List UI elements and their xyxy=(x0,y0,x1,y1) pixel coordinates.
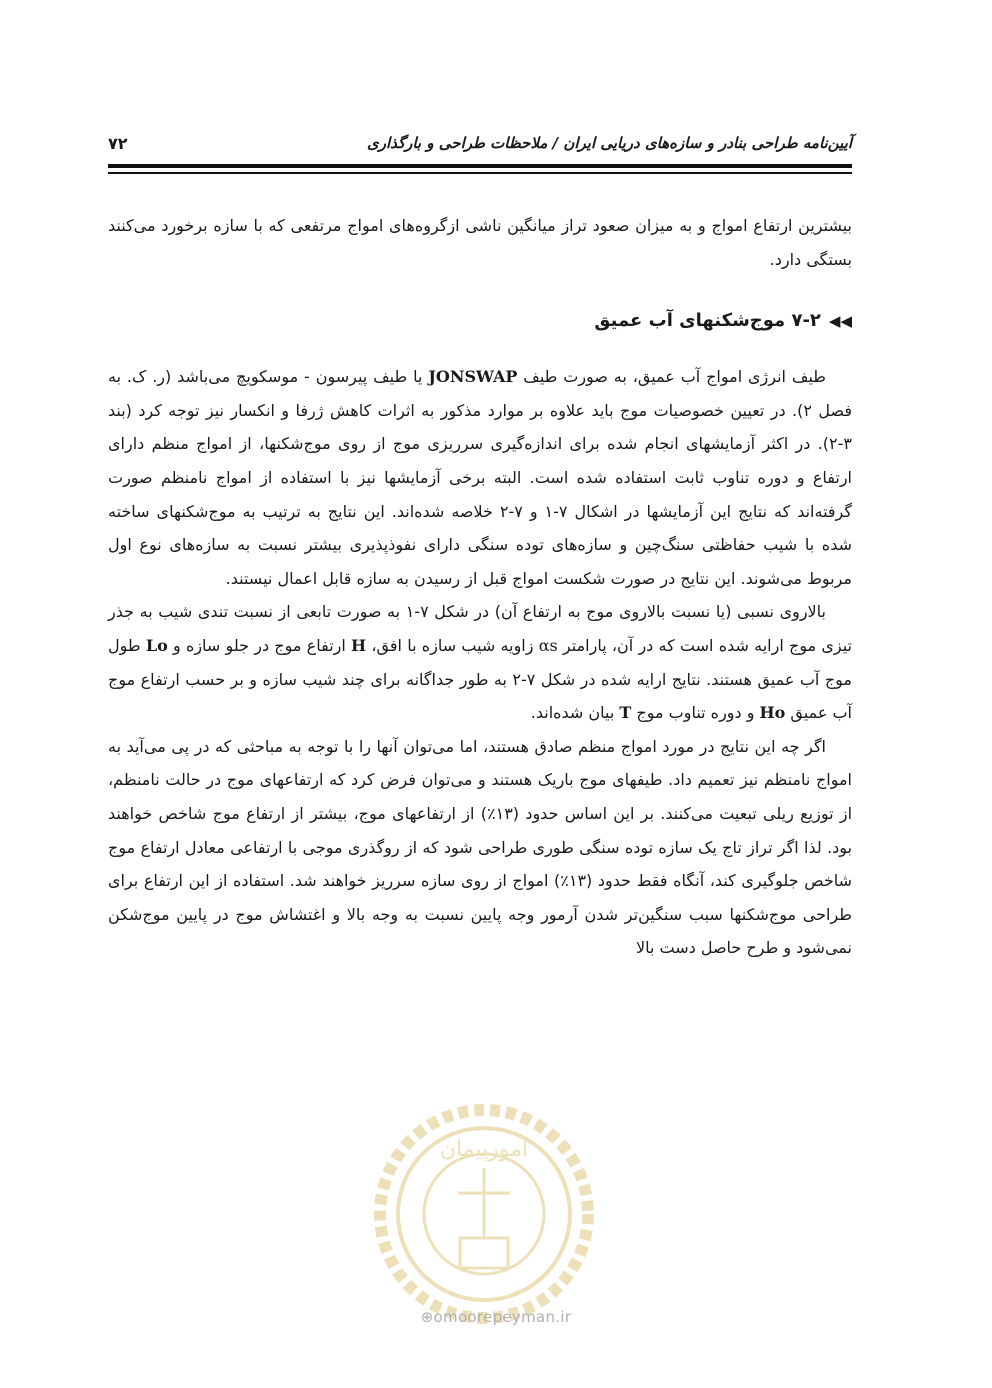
ho-symbol: Ho xyxy=(759,703,786,723)
paragraph-1: طیف انرژی امواج آب عمیق، به صورت طیف JONSWAP یا طیف پیرسون - موسکویچ می‌باشد (ر. ک. به فصل ۲). در تعیین خصوصیات موج باید علاوه بر موارد مذکور به اثرات کاهش ژرفا و انکسار نیز توجه کرد (بند ۳-۲). در اکثر آزمایشهای انجام شده برای اندازه‌گیری سرریزی موج از روی موج‌شکنها، از امواج منظم دارای ارتفاع و دوره تناوب ثابت استفاده شده است. البته برخی آزمایشها نیز با استفاده از امواج نامنظم صورت گرفته‌اند که نتایج این آزمایشها در اشکال ۷-۱ و ۷-۲ خلاصه شده‌اند. این نتایج به ترتیب به موج‌شکنهای ساخته شده با شیب حفاظتی سنگ‌چین و سازه‌های توده سنگی دارای نفوذپذیری بیشتر نسبت به سازه‌های نوع اول مربوط می‌شوند. این نتایج در صورت شکست امواج قبل از رسیدن به سازه قابل اعمال نیستند. xyxy=(108,367,853,588)
globe-icon: ⊕ xyxy=(420,1308,434,1326)
page-number: ۷۲ xyxy=(108,133,128,153)
page-header xyxy=(108,128,852,158)
section-heading xyxy=(108,306,852,336)
t-symbol: T xyxy=(619,703,632,723)
body-text xyxy=(108,209,852,965)
paragraph-3: اگر چه این نتایج در مورد امواج منظم صادق هستند، اما می‌توان آنها را با توجه به مباحثی که در پی می‌آید به امواج نامنظم نیز تعمیم داد. طیفهای موج باریک هستند و می‌توان فرض کرد که ارتفاعهای موج در حالت نامنظم، از توزیع ریلی تبعیت می‌کنند. بر این اساس حدود (۱۳٪) از ارتفاعهای موج، بیشتر از ارتفاع موج شاخص خواهند بود. لذا اگر تراز تاج یک سازه توده سنگی طوری طراحی شود که از روگذری موجی با ارتفاعی معادل ارتفاع موج شاخص جلوگیری کند، آنگاه فقط حدود (۱۳٪) امواج از روی سازه سرریز خواهند شد. استفاده از این ارتفاع برای طراحی موج‌شکنها سبب سنگین‌تر شدن آرمور وجه پایین نسبت به وجه بالا و اغتشاش موج در پایین موج‌شکن نمی‌شود و طرح حاصل دست بالا xyxy=(108,736,853,958)
double-arrow-icon: ◀◀ xyxy=(828,312,852,331)
running-title: آیین‌نامه طراحی بنادر و سازه‌های دریایی ایران / ملاحظات طراحی و بارگذاری xyxy=(366,134,852,152)
section-title: ۷-۲ موج‌شکنهای آب عمیق xyxy=(594,310,821,332)
watermark-logo xyxy=(368,1098,600,1330)
h-symbol: H xyxy=(351,635,367,655)
header-rule-thick xyxy=(108,164,852,168)
svg-text:امورپیمان: امورپیمان xyxy=(439,1137,529,1162)
jonswap-term: JONSWAP xyxy=(428,367,518,387)
alpha-s-symbol: αs xyxy=(538,635,558,655)
header-rule-thin xyxy=(108,172,852,174)
intro-paragraph: بیشترین ارتفاع امواج و به میزان صعود تراز میانگین ناشی ازگروه‌های امواج مرتفعی که با سازه برخورد می‌کنند بستگی دارد. xyxy=(108,216,852,269)
paragraph-2: بالاروی نسبی (یا نسبت بالاروی موج به ارتفاع آن) در شکل ۷-۱ به صورت تابعی از نسبت تندی شیب به جذر تیزی موج ارایه شده است که در آن، پارامتر αs زاویه شیب سازه با افق، H ارتفاع موج در جلو سازه و Lo طول موج آب عمیق هستند. نتایج ارایه شده در شکل ۷-۲ به طور جداگانه برای چند شیب سازه و بر حسب ارتفاع موج آب عمیق Ho و دوره تناوب موج T بیان شده‌اند. xyxy=(108,602,853,723)
lo-symbol: Lo xyxy=(145,635,168,655)
watermark-site: ⊕omoorepeyman.ir xyxy=(420,1308,572,1326)
